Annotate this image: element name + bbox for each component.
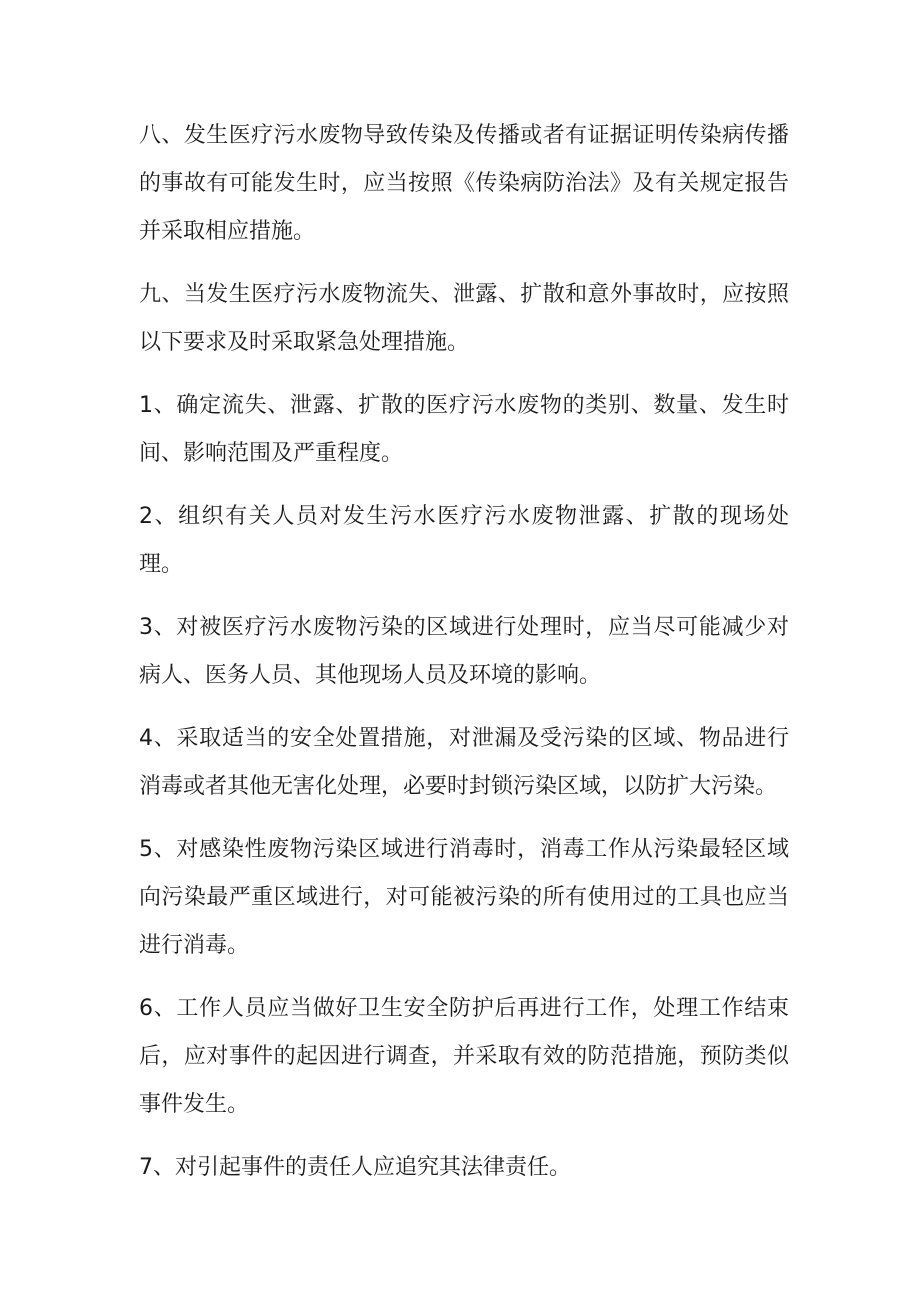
list-item-7: 7、对引起事件的责任人应追究其法律责任。	[139, 1155, 571, 1180]
list-item-5: 5、对感染性废物污染区域进行消毒时，消毒工作从污染最轻区域向污染最严重区域进行，对可能被污染的所有使用过的工具也应当进行消毒。	[139, 837, 789, 958]
list-item-6: 6、工作人员应当做好卫生安全防护后再进行工作，处理工作结束后，应对事件的起因进行调查，并采取有效的防范措施，预防类似事件发生。	[139, 996, 789, 1117]
document-body	[139, 112, 789, 1207]
paragraph-8: 八、发生医疗污水废物导致传染及传播或者有证据证明传染病传播的事故有可能发生时，应当按照《传染病防治法》及有关规定报告并采取相应措施。	[139, 123, 789, 244]
list-item-1: 1、确定流失、泄露、扩散的医疗污水废物的类别、数量、发生时间、影响范围及严重程度。	[139, 393, 789, 466]
list-item-3: 3、对被医疗污水废物污染的区域进行处理时，应当尽可能减少对病人、医务人员、其他现场人员及环境的影响。	[139, 615, 789, 688]
list-item-2: 2、组织有关人员对发生污水医疗污水废物泄露、扩散的现场处理。	[139, 504, 789, 577]
paragraph-9: 九、当发生医疗污水废物流失、泄露、扩散和意外事故时，应按照以下要求及时采取紧急处理措施。	[139, 282, 789, 355]
list-item-4: 4、采取适当的安全处置措施，对泄漏及受污染的区域、物品进行消毒或者其他无害化处理，必要时封锁污染区域，以防扩大污染。	[139, 726, 789, 799]
